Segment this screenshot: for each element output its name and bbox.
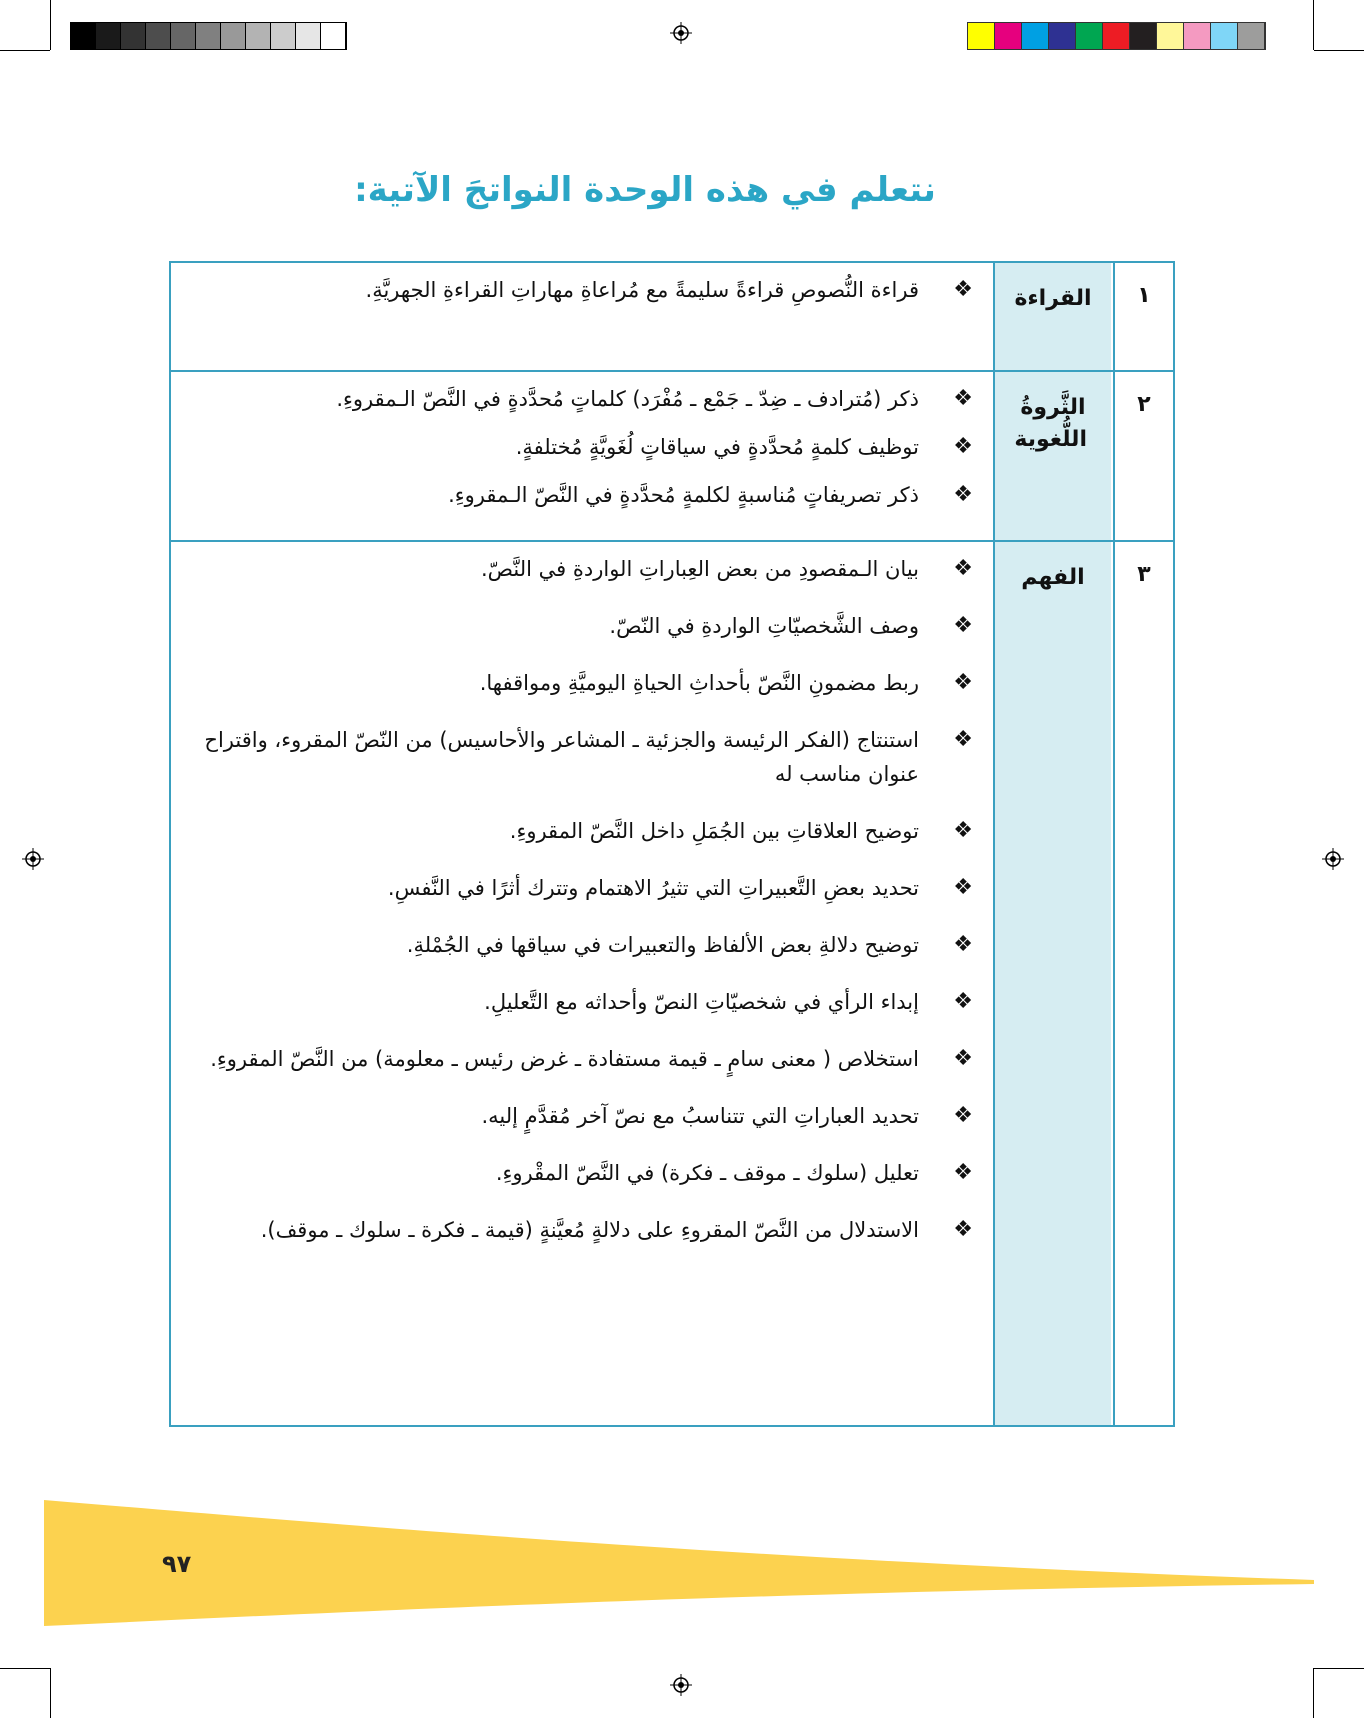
- outcome-list: [171, 263, 991, 370]
- crop-mark: [0, 50, 50, 51]
- gray-swatch: [271, 23, 296, 49]
- gray-swatch: [196, 23, 221, 49]
- gray-swatch: [246, 23, 271, 49]
- color-swatch: [1076, 23, 1103, 49]
- gray-swatch: [96, 23, 121, 49]
- skill-area: القراءة: [993, 263, 1111, 370]
- table-row: [171, 263, 1173, 372]
- bullet-icon: ❖: [953, 875, 973, 900]
- outcome-item: [181, 1099, 979, 1133]
- row-number: ١: [1113, 263, 1173, 370]
- outcome-item: [181, 928, 979, 962]
- color-swatch: [1049, 23, 1076, 49]
- outcome-item: [181, 1213, 979, 1247]
- outcome-text: وصف الشَّخصيّاتِ الواردةِ في النّصّ.: [609, 614, 919, 638]
- outcome-list: [171, 372, 991, 540]
- registration-mark-icon: [22, 848, 44, 870]
- bullet-icon: ❖: [953, 1046, 973, 1071]
- color-swatch: [1022, 23, 1049, 49]
- outcome-item: [181, 430, 979, 464]
- gray-swatch: [321, 23, 346, 49]
- gray-swatch: [171, 23, 196, 49]
- outcome-item: [181, 985, 979, 1019]
- outcome-item: [181, 478, 979, 512]
- outcome-item: [181, 723, 979, 791]
- outcome-text: ذكر تصريفاتٍ مُناسبةٍ لكلمةٍ مُحدَّدةٍ في النَّصّ الـمقروءِ.: [448, 483, 919, 507]
- gray-swatch: [71, 23, 96, 49]
- outcome-text: قراءة النُّصوصِ قراءةً سليمةً مع مُراعاةِ مهاراتِ القراءةِ الجهريَّةِ.: [365, 278, 919, 302]
- crop-mark: [1313, 1668, 1314, 1718]
- color-swatch: [1211, 23, 1238, 49]
- bullet-icon: ❖: [953, 989, 973, 1014]
- outcome-text: تحديد العباراتِ التي تتناسبُ مع نصّ آخر مُقدَّمٍ إليه.: [481, 1104, 919, 1128]
- color-swatch: [1103, 23, 1130, 49]
- outcome-text: بيان الـمقصودِ من بعض العِباراتِ الواردةِ في النَّصّ.: [481, 557, 919, 581]
- footer-band: [44, 1500, 1314, 1626]
- registration-mark-icon: [670, 1674, 692, 1696]
- table-row: [171, 372, 1173, 542]
- bullet-icon: ❖: [953, 613, 973, 638]
- crop-mark: [1313, 0, 1314, 50]
- color-swatch: [968, 23, 995, 49]
- outcome-text: توضيح العلاقاتِ بين الجُمَلِ داخل النَّصّ المقروءِ.: [509, 819, 919, 843]
- outcome-list: [171, 542, 991, 1425]
- color-swatch: [1130, 23, 1157, 49]
- crop-mark: [0, 1668, 50, 1669]
- bullet-icon: ❖: [953, 1103, 973, 1128]
- color-bar: [967, 22, 1266, 50]
- outcome-text: استخلاص ( معنى سامٍ ـ قيمة مستفادة ـ غرض رئيس ـ معلومة) من النَّصّ المقروءِ.: [210, 1047, 919, 1071]
- outcome-text: الاستدلال من النَّصّ المقروءِ على دلالةٍ مُعيَّنةٍ (قيمة ـ فكرة ـ سلوك ـ موقف).: [260, 1218, 919, 1242]
- outcome-text: توضيح دلالةِ بعض الألفاظ والتعبيرات في سياقها في الجُمْلةِ.: [406, 933, 919, 957]
- outcome-item: [181, 273, 979, 307]
- color-swatch: [995, 23, 1022, 49]
- row-number: ٣: [1113, 542, 1173, 1425]
- gray-swatch: [146, 23, 171, 49]
- bullet-icon: ❖: [953, 434, 973, 459]
- registration-mark-icon: [670, 22, 692, 44]
- outcome-text: تعليل (سلوك ـ موقف ـ فكرة) في النَّصّ المقْروءِ.: [495, 1161, 919, 1185]
- page-number: ٩٧: [162, 1550, 192, 1578]
- gray-swatch: [296, 23, 321, 49]
- table-row: [171, 542, 1173, 1425]
- outcome-text: ذكر (مُترادف ـ ضِدّ ـ جَمْع ـ مُفْرَد) كلماتٍ مُحدَّدةٍ في النَّصّ الـمقروءِ.: [336, 387, 919, 411]
- outcome-item: [181, 814, 979, 848]
- outcome-item: [181, 871, 979, 905]
- gray-swatch: [121, 23, 146, 49]
- gray-swatch: [221, 23, 246, 49]
- bullet-icon: ❖: [953, 818, 973, 843]
- outcome-text: استنتاج (الفكر الرئيسة والجزئية ـ المشاعر والأحاسيس) من النّصّ المقروء، واقتراح عنوان مناسب له: [204, 728, 919, 786]
- skill-area: الفهم: [993, 542, 1111, 1425]
- outcome-text: ربط مضمونِ النَّصّ بأحداثِ الحياةِ اليوميَّةِ ومواقفها.: [479, 671, 919, 695]
- outcome-item: [181, 382, 979, 416]
- skill-area: الثَّروةُ اللُّغوية: [993, 372, 1111, 540]
- row-number: ٢: [1113, 372, 1173, 540]
- outcome-text: توظيف كلمةٍ مُحدَّدةٍ في سياقاتٍ لُغَويَّةٍ مُختلفةٍ.: [515, 435, 919, 459]
- bullet-icon: ❖: [953, 1217, 973, 1242]
- color-swatch: [1184, 23, 1211, 49]
- bullet-icon: ❖: [953, 482, 973, 507]
- bullet-icon: ❖: [953, 727, 973, 752]
- outcome-item: [181, 1156, 979, 1190]
- outcome-item: [181, 609, 979, 643]
- bullet-icon: ❖: [953, 277, 973, 302]
- bullet-icon: ❖: [953, 1160, 973, 1185]
- outcomes-table: [169, 261, 1175, 1427]
- page-title: نتعلم في هذه الوحدة النواتجَ الآتية:: [354, 170, 936, 210]
- bullet-icon: ❖: [953, 670, 973, 695]
- color-swatch: [1157, 23, 1184, 49]
- grayscale-bar: [70, 22, 347, 50]
- registration-mark-icon: [1322, 848, 1344, 870]
- crop-mark: [50, 0, 51, 50]
- outcome-text: تحديد بعضِ التَّعبيراتِ التي تثيرُ الاهتمام وتترك أثرًا في النَّفسِ.: [387, 876, 919, 900]
- outcome-text: إبداء الرأي في شخصيّاتِ النصّ وأحداثه مع التَّعليلِ.: [484, 990, 919, 1014]
- outcome-item: [181, 552, 979, 586]
- color-swatch: [1238, 23, 1265, 49]
- crop-mark: [50, 1668, 51, 1718]
- outcome-item: [181, 1042, 979, 1076]
- crop-mark: [1314, 1668, 1364, 1669]
- bullet-icon: ❖: [953, 556, 973, 581]
- crop-mark: [1314, 50, 1364, 51]
- bullet-icon: ❖: [953, 386, 973, 411]
- bullet-icon: ❖: [953, 932, 973, 957]
- outcome-item: [181, 666, 979, 700]
